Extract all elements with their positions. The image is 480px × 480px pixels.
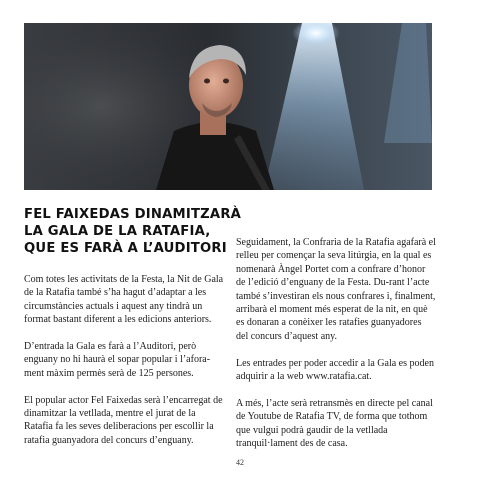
- article-paragraph: Les entrades per poder accedir a la Gala es poden adquirir a la web www.ratafia.cat.: [236, 357, 434, 383]
- page-number: 42: [236, 458, 244, 467]
- article-paragraph: Seguidament, la Confraria de la Ratafia agafarà el relleu per començar la seva litúrgia, en la qual es nomenarà Àngel Portet com a confrare d’honor de l’edició d’enguany de la Festa. Du-rant l’acte també s’investiran els nous confrares i, finalment, arribarà el moment més esperat de la nit, en què es donaran a conèixer les ratafies guanyadores del concurs d’aquest any.: [236, 237, 436, 342]
- article-headline: [24, 206, 244, 257]
- header-photo: [24, 23, 432, 190]
- headline-line: LA GALA DE LA RATAFIA,: [24, 224, 211, 239]
- article-paragraph: Com totes les activitats de la Festa, la Nit de Gala de la Ratafia també s’ha hagut d’adaptar a les circumstàncies actuals i aquest any tindrà un format bastant diferent a les edicions anteriors.: [24, 274, 224, 326]
- headline-line: FEL FAIXEDAS DINAMITZARÀ: [24, 207, 242, 222]
- article-paragraph: El popular actor Fel Faixedas serà l’encarregat de dinamitzar la vetllada, mentre el jurat de la Ratafia fa les seves deliberacions per escollir la ratafia guanyadora del concurs d’enguany.: [24, 394, 223, 446]
- article-paragraph: D’entrada la Gala es farà a l’Auditori, però enguany no hi haurà el sopar popular i l’afora-ment màxim permès serà de 125 persones.: [24, 341, 211, 379]
- article-column-right: [236, 236, 436, 464]
- article-column-left: [24, 273, 224, 461]
- article-paragraph: A més, l’acte serà retransmès en directe pel canal de Youtube de Ratafia TV, de forma que tothom que vulgui podrà gaudir de la vetllada tranquil·lament des de casa.: [236, 397, 433, 450]
- headline-line: QUE ES FARÀ A L’AUDITORI: [24, 241, 227, 256]
- stage-photo-illustration: [24, 23, 432, 190]
